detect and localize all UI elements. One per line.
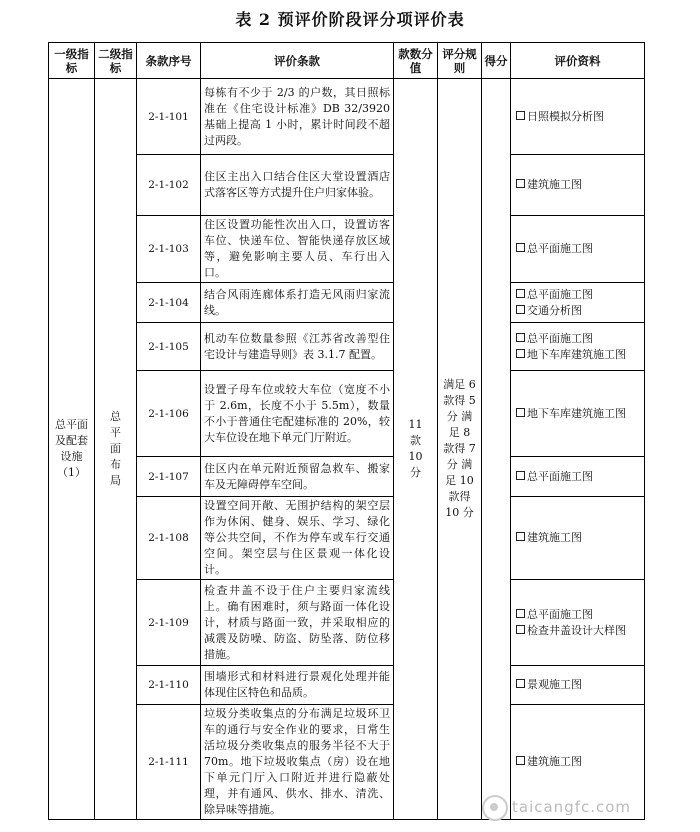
material-label: 交通分析图	[527, 303, 582, 317]
table-row	[49, 457, 645, 497]
count-score-cell: 11 款 10 分	[394, 79, 438, 820]
material-item	[516, 177, 641, 193]
clause-code: 2-1-103	[137, 216, 201, 283]
material-item	[516, 530, 641, 546]
material-label: 建筑施工图	[527, 531, 582, 544]
clause-text: 住区主出入口结合住区大堂设置酒店式落客区等方式提升住户归家体验。	[201, 155, 394, 216]
table-row	[49, 155, 645, 216]
clause-text: 每栋有不少于 2/3 的户数，其日照标准在《住宅设计标准》DB 32/3920 基础上提高 1 小时，累计时间段不超过两段。	[201, 79, 394, 155]
materials-cell	[511, 155, 645, 216]
score-cell	[482, 79, 511, 820]
clause-code: 2-1-110	[137, 666, 201, 705]
clause-text: 设置空间开敞、无围护结构的架空层作为休闲、健身、娱乐、学习、绿化等公共空间，不作为停车或车行交通空间。架空层与住区景观一体化设计。	[201, 497, 394, 580]
checkbox-icon	[516, 532, 525, 541]
checkbox-icon	[516, 679, 525, 688]
table-row	[49, 323, 645, 371]
clause-code: 2-1-102	[137, 155, 201, 216]
clause-code: 2-1-107	[137, 457, 201, 497]
material-item	[516, 331, 641, 347]
material-item	[516, 607, 641, 623]
materials-cell	[511, 323, 645, 371]
watermark-logo-icon	[482, 795, 508, 821]
materials-cell	[511, 666, 645, 705]
material-label: 总平面施工图	[527, 287, 593, 301]
clause-text: 结合风雨连廊体系打造无风雨归家流线。	[201, 283, 394, 323]
table-row	[49, 666, 645, 705]
clause-code: 2-1-111	[137, 705, 201, 820]
clause-text: 检查井盖不设于住户主要归家流线上。确有困难时，须与路面一体化设计，材质与路面一致，并采取相应的减震及防噪、防盗、防坠落、防位移措施。	[201, 580, 394, 666]
clause-code: 2-1-101	[137, 79, 201, 155]
materials-cell	[511, 371, 645, 457]
header-materials: 评价资料	[511, 43, 645, 79]
table-row	[49, 497, 645, 580]
clause-text: 设置子母车位或较大车位（宽度不小于 2.6m，长度不小于 5.5m），数量不小于普通住宅配建标准的 20%，较大车位设在地下单元门厅附近。	[201, 371, 394, 457]
materials-cell	[511, 216, 645, 283]
material-item	[516, 406, 641, 422]
material-label: 建筑施工图	[527, 755, 582, 768]
material-label: 总平面施工图	[527, 331, 593, 345]
material-label: 景观施工图	[527, 678, 582, 691]
checkbox-icon	[516, 471, 525, 480]
material-label: 地下车库建筑施工图	[527, 347, 626, 361]
materials-cell	[511, 283, 645, 323]
header-score: 得分	[482, 43, 511, 79]
table-row	[49, 79, 645, 155]
rule-cell: 满足 6 款得 5 分 满足 8 款得 7 分 满足 10 款得 10 分	[438, 79, 482, 820]
table-row	[49, 216, 645, 283]
checkbox-icon	[516, 609, 525, 618]
clause-code: 2-1-108	[137, 497, 201, 580]
material-item	[516, 287, 641, 303]
level2-cell: 总平面布局	[95, 79, 137, 820]
material-item	[516, 109, 641, 125]
materials-cell	[511, 457, 645, 497]
material-label: 总平面施工图	[527, 469, 593, 483]
clause-code: 2-1-109	[137, 580, 201, 666]
material-item	[516, 754, 641, 770]
header-level2: 二级指标	[95, 43, 137, 79]
material-item	[516, 623, 641, 639]
checkbox-icon	[516, 756, 525, 765]
checkbox-icon	[516, 111, 525, 120]
header-clause-no: 条款序号	[137, 43, 201, 79]
checkbox-icon	[516, 625, 525, 634]
header-count-score: 款数分值	[394, 43, 438, 79]
checkbox-icon	[516, 408, 525, 417]
material-item	[516, 241, 641, 257]
clause-text: 垃圾分类收集点的分布满足垃圾环卫车的通行与安全作业的要求，日常生活垃圾分类收集点的服务半径不大于 70m。地下垃圾收集点（房）设在地下单元门厅入口附近并进行隐蔽处理，并有通风、供水、排水、清洗、除异味等措施。	[201, 705, 394, 820]
material-label: 总平面施工图	[527, 242, 593, 255]
material-label: 地下车库建筑施工图	[527, 406, 626, 420]
level1-cell: 总平面及配套设施（1）	[49, 79, 95, 820]
watermark	[482, 792, 692, 822]
header-clause: 评价条款	[201, 43, 394, 79]
table-title: 表 2 预评价阶段评分项评价表	[235, 10, 465, 29]
evaluation-table	[48, 42, 645, 820]
materials-cell	[511, 497, 645, 580]
clause-text: 住区设置功能性次出入口，设置访客车位、快递车位、智能快递存放区域等，避免影响主要人员、车行出入口。	[201, 216, 394, 283]
clause-code: 2-1-106	[137, 371, 201, 457]
material-item	[516, 677, 641, 693]
material-item	[516, 469, 641, 485]
watermark-text: taicangfc.com	[512, 798, 632, 816]
checkbox-icon	[516, 349, 525, 358]
clause-text: 机动车位数量参照《江苏省改善型住宅设计与建造导则》表 3.1.7 配置。	[201, 323, 394, 371]
materials-cell	[511, 580, 645, 666]
clause-text: 围墙形式和材料进行景观化处理并能体现住区特色和品质。	[201, 666, 394, 705]
material-item	[516, 303, 641, 319]
header-rule: 评分规则	[438, 43, 482, 79]
table-row	[49, 371, 645, 457]
header-row	[49, 43, 645, 79]
table-row	[49, 283, 645, 323]
checkbox-icon	[516, 179, 525, 188]
material-label: 检查井盖设计大样图	[527, 623, 626, 637]
clause-code: 2-1-104	[137, 283, 201, 323]
materials-cell	[511, 79, 645, 155]
material-label: 日照模拟分析图	[527, 109, 604, 123]
material-label: 建筑施工图	[527, 178, 582, 191]
checkbox-icon	[516, 243, 525, 252]
table-row	[49, 580, 645, 666]
checkbox-icon	[516, 333, 525, 342]
material-item	[516, 347, 641, 363]
header-level1: 一级指标	[49, 43, 95, 79]
material-label: 总平面施工图	[527, 607, 593, 621]
checkbox-icon	[516, 305, 525, 314]
clause-code: 2-1-105	[137, 323, 201, 371]
checkbox-icon	[516, 289, 525, 298]
clause-text: 住区内在单元附近预留急救车、搬家车及无障碍停车空间。	[201, 457, 394, 497]
